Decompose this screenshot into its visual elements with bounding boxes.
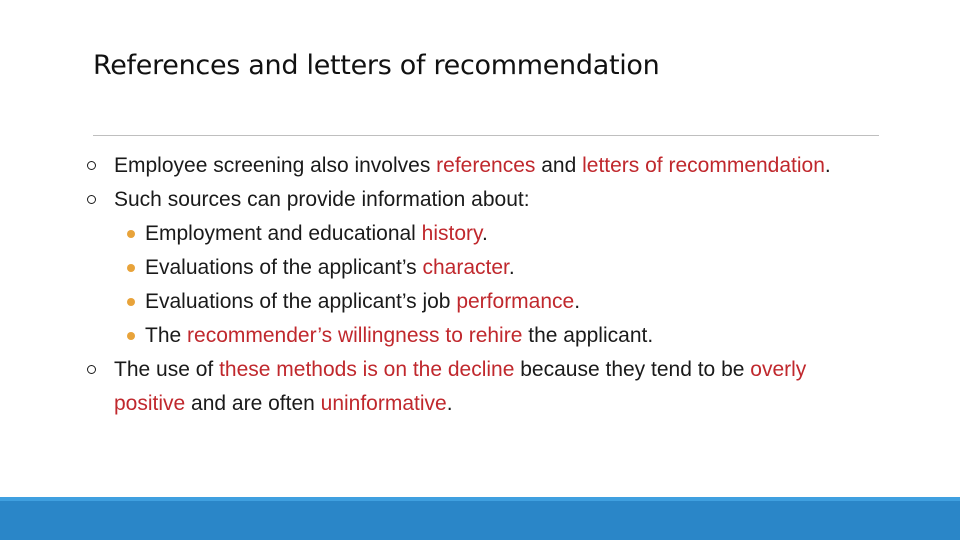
sub-bullet-text: . <box>574 290 581 313</box>
highlight-text: performance <box>456 290 575 313</box>
bullet-text: The use of <box>114 358 220 381</box>
sub-bullet-item-4 <box>87 319 867 353</box>
title-divider <box>93 135 879 136</box>
dot-bullet-icon <box>127 230 135 238</box>
footer-accent-line <box>0 497 960 501</box>
sub-bullet-text: the applicant. <box>522 324 654 347</box>
bullet-item-1 <box>87 149 867 183</box>
bullet-list <box>87 149 867 421</box>
bullet-text: Such sources can provide information about: <box>114 188 530 211</box>
sub-bullet-item-2 <box>87 251 867 285</box>
sub-bullet-text: Evaluations of the applicant’s <box>145 256 423 279</box>
dot-bullet-icon <box>127 298 135 306</box>
bullet-text: and are often <box>185 392 321 415</box>
sub-bullet-text: . <box>481 222 488 245</box>
bullet-text: and <box>535 154 583 177</box>
bullet-item-3 <box>87 353 867 421</box>
highlight-text: letters of recommendation <box>582 154 825 177</box>
highlight-text: uninformative <box>320 392 447 415</box>
bullet-text: . <box>446 392 453 415</box>
highlight-text: character <box>422 256 509 279</box>
sub-bullet-text: The <box>145 324 188 347</box>
sub-bullet-item-3 <box>87 285 867 319</box>
circle-bullet-icon <box>87 195 96 204</box>
highlight-text: references <box>436 154 536 177</box>
highlight-text: overly positive <box>114 358 807 415</box>
dot-bullet-icon <box>127 332 135 340</box>
bullet-text: because they tend to be <box>514 358 751 381</box>
dot-bullet-icon <box>127 264 135 272</box>
bullet-text: . <box>824 154 831 177</box>
footer-bar <box>0 497 960 540</box>
circle-bullet-icon <box>87 161 96 170</box>
highlight-text: history <box>421 222 482 245</box>
highlight-text: recommender’s willingness to rehire <box>187 324 523 347</box>
highlight-text: these methods is on the decline <box>219 358 515 381</box>
bullet-item-2 <box>87 183 867 217</box>
sub-bullet-item-1 <box>87 217 867 251</box>
sub-bullet-text: . <box>508 256 515 279</box>
sub-bullet-text: Employment and educational <box>145 222 422 245</box>
bullet-text: Employee screening also involves <box>114 154 437 177</box>
slide-title: References and letters of recommendation <box>93 50 660 81</box>
circle-bullet-icon <box>87 365 96 374</box>
sub-bullet-text: Evaluations of the applicant’s job <box>145 290 457 313</box>
